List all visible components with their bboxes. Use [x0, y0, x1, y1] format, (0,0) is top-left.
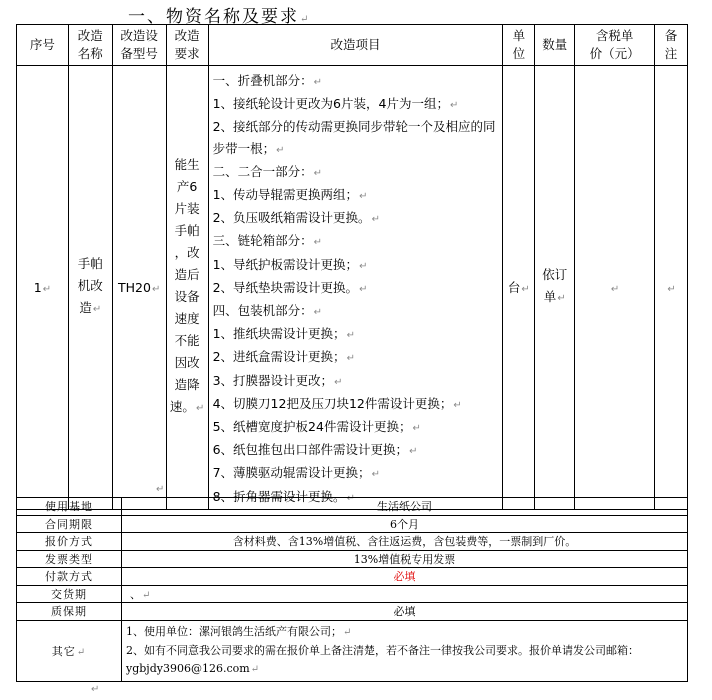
header-model: 改造设 备型号: [112, 25, 166, 66]
return-arrow-icon: ↵: [300, 14, 311, 25]
item-line: 8、折角器需设计更换。↵: [212, 488, 355, 504]
header-price: 含税单 价（元）: [575, 25, 655, 66]
cell-remark: ↵: [655, 66, 688, 510]
cell-requirement: 能生 产6 片装 手帕 ，改 造后 设备 速度 不能 因改 造降 速。↵: [166, 66, 208, 510]
section-heading: 一、物资名称及要求↵: [128, 7, 311, 27]
label-invoice: 发票类型: [17, 550, 122, 568]
value-delivery: 、↵: [122, 585, 688, 603]
table-row: [17, 515, 688, 533]
cell-model: TH20↵: [112, 66, 166, 510]
item-line: 四、包装机部分：↵: [212, 303, 322, 319]
label-period: 合同期限: [17, 515, 122, 533]
item-line: 4、切膜刀12把及压刀块12件需设计更换；↵: [212, 395, 462, 411]
item-line: 3、打膜器设计更改；↵: [212, 372, 343, 388]
value-other: 1、使用单位：漯河银鸽生活纸产有限公司；↵ 2、如有不同意我公司要求的需在报价单上备注清楚，若不备注一律按我公司要求。报价单请发公司邮箱：ygbjdy3906@126.com↵: [122, 620, 688, 681]
value-period: 6个月: [122, 515, 688, 533]
label-payment: 付款方式: [17, 568, 122, 586]
label-warranty: 质保期: [17, 603, 122, 621]
table-row: [17, 66, 688, 510]
terms-table: [16, 497, 688, 682]
label-other: 其它↵: [17, 620, 122, 681]
label-base: 使用基地: [17, 498, 122, 516]
item-line: 1、导纸护板需设计更换；↵: [212, 256, 368, 272]
value-invoice: 13%增值税专用发票: [122, 550, 688, 568]
item-line: 一、折叠机部分：↵: [212, 73, 322, 88]
label-delivery: 交货期: [17, 585, 122, 603]
cell-seq: 1↵: [17, 66, 69, 510]
value-warranty: 必填: [122, 603, 688, 621]
item-line: 5、纸槽宽度护板24件需设计更换；↵: [212, 419, 421, 435]
header-name: 改造 名称: [68, 25, 112, 66]
header-items: 改造项目: [208, 25, 503, 66]
item-line: 二、二合一部分：↵: [212, 163, 322, 179]
header-requirement: 改造 要求: [166, 25, 208, 66]
item-line: 7、薄膜驱动辊需设计更换；↵: [212, 465, 380, 481]
materials-table: [16, 24, 688, 510]
table-header-row: [17, 25, 688, 66]
table-row: [17, 603, 688, 621]
cell-unit: 台↵: [503, 66, 535, 510]
label-quote: 报价方式: [17, 533, 122, 551]
cell-price: ↵: [575, 66, 655, 510]
cell-name: 手帕 机改 造↵: [68, 66, 112, 510]
item-line: 三、链轮箱部分：↵: [212, 233, 322, 249]
value-quote: 含材料费、含13%增值税、含往返运费，含包装费等，一票制到厂价。: [122, 533, 688, 551]
table-row: [17, 550, 688, 568]
item-line: 6、纸包推包出口部件需设计更换；↵: [212, 442, 418, 458]
item-line: 2、负压吸纸箱需设计更换。↵: [212, 210, 380, 226]
header-seq: 序号: [17, 25, 69, 66]
table-row: [17, 498, 688, 516]
value-base: 生活纸公司: [122, 498, 688, 516]
header-unit: 单 位: [503, 25, 535, 66]
table-row: [17, 620, 688, 681]
cell-qty: 依订 单↵: [535, 66, 575, 510]
item-line: 1、接纸轮设计更改为6片装，4片为一组；↵: [212, 96, 459, 112]
table-row: [17, 533, 688, 551]
cell-items: [208, 66, 503, 510]
item-line: 2、接纸部分的传动需更换同步带轮一个及相应的同步带一根；↵: [212, 119, 496, 156]
return-arrow-icon: ↵: [156, 484, 165, 495]
value-payment: 必填: [122, 568, 688, 586]
header-qty: 数量: [535, 25, 575, 66]
item-line: 1、传动导辊需更换两组；↵: [212, 187, 368, 203]
return-arrow-icon: ↵: [91, 684, 100, 695]
item-line: 2、导纸垫块需设计更换。↵: [212, 279, 368, 295]
table-row: [17, 585, 688, 603]
item-line: 2、进纸盒需设计更换；↵: [212, 349, 355, 365]
table-row: [17, 568, 688, 586]
item-line: 1、推纸块需设计更换；↵: [212, 326, 355, 342]
header-remark: 备 注: [655, 25, 688, 66]
